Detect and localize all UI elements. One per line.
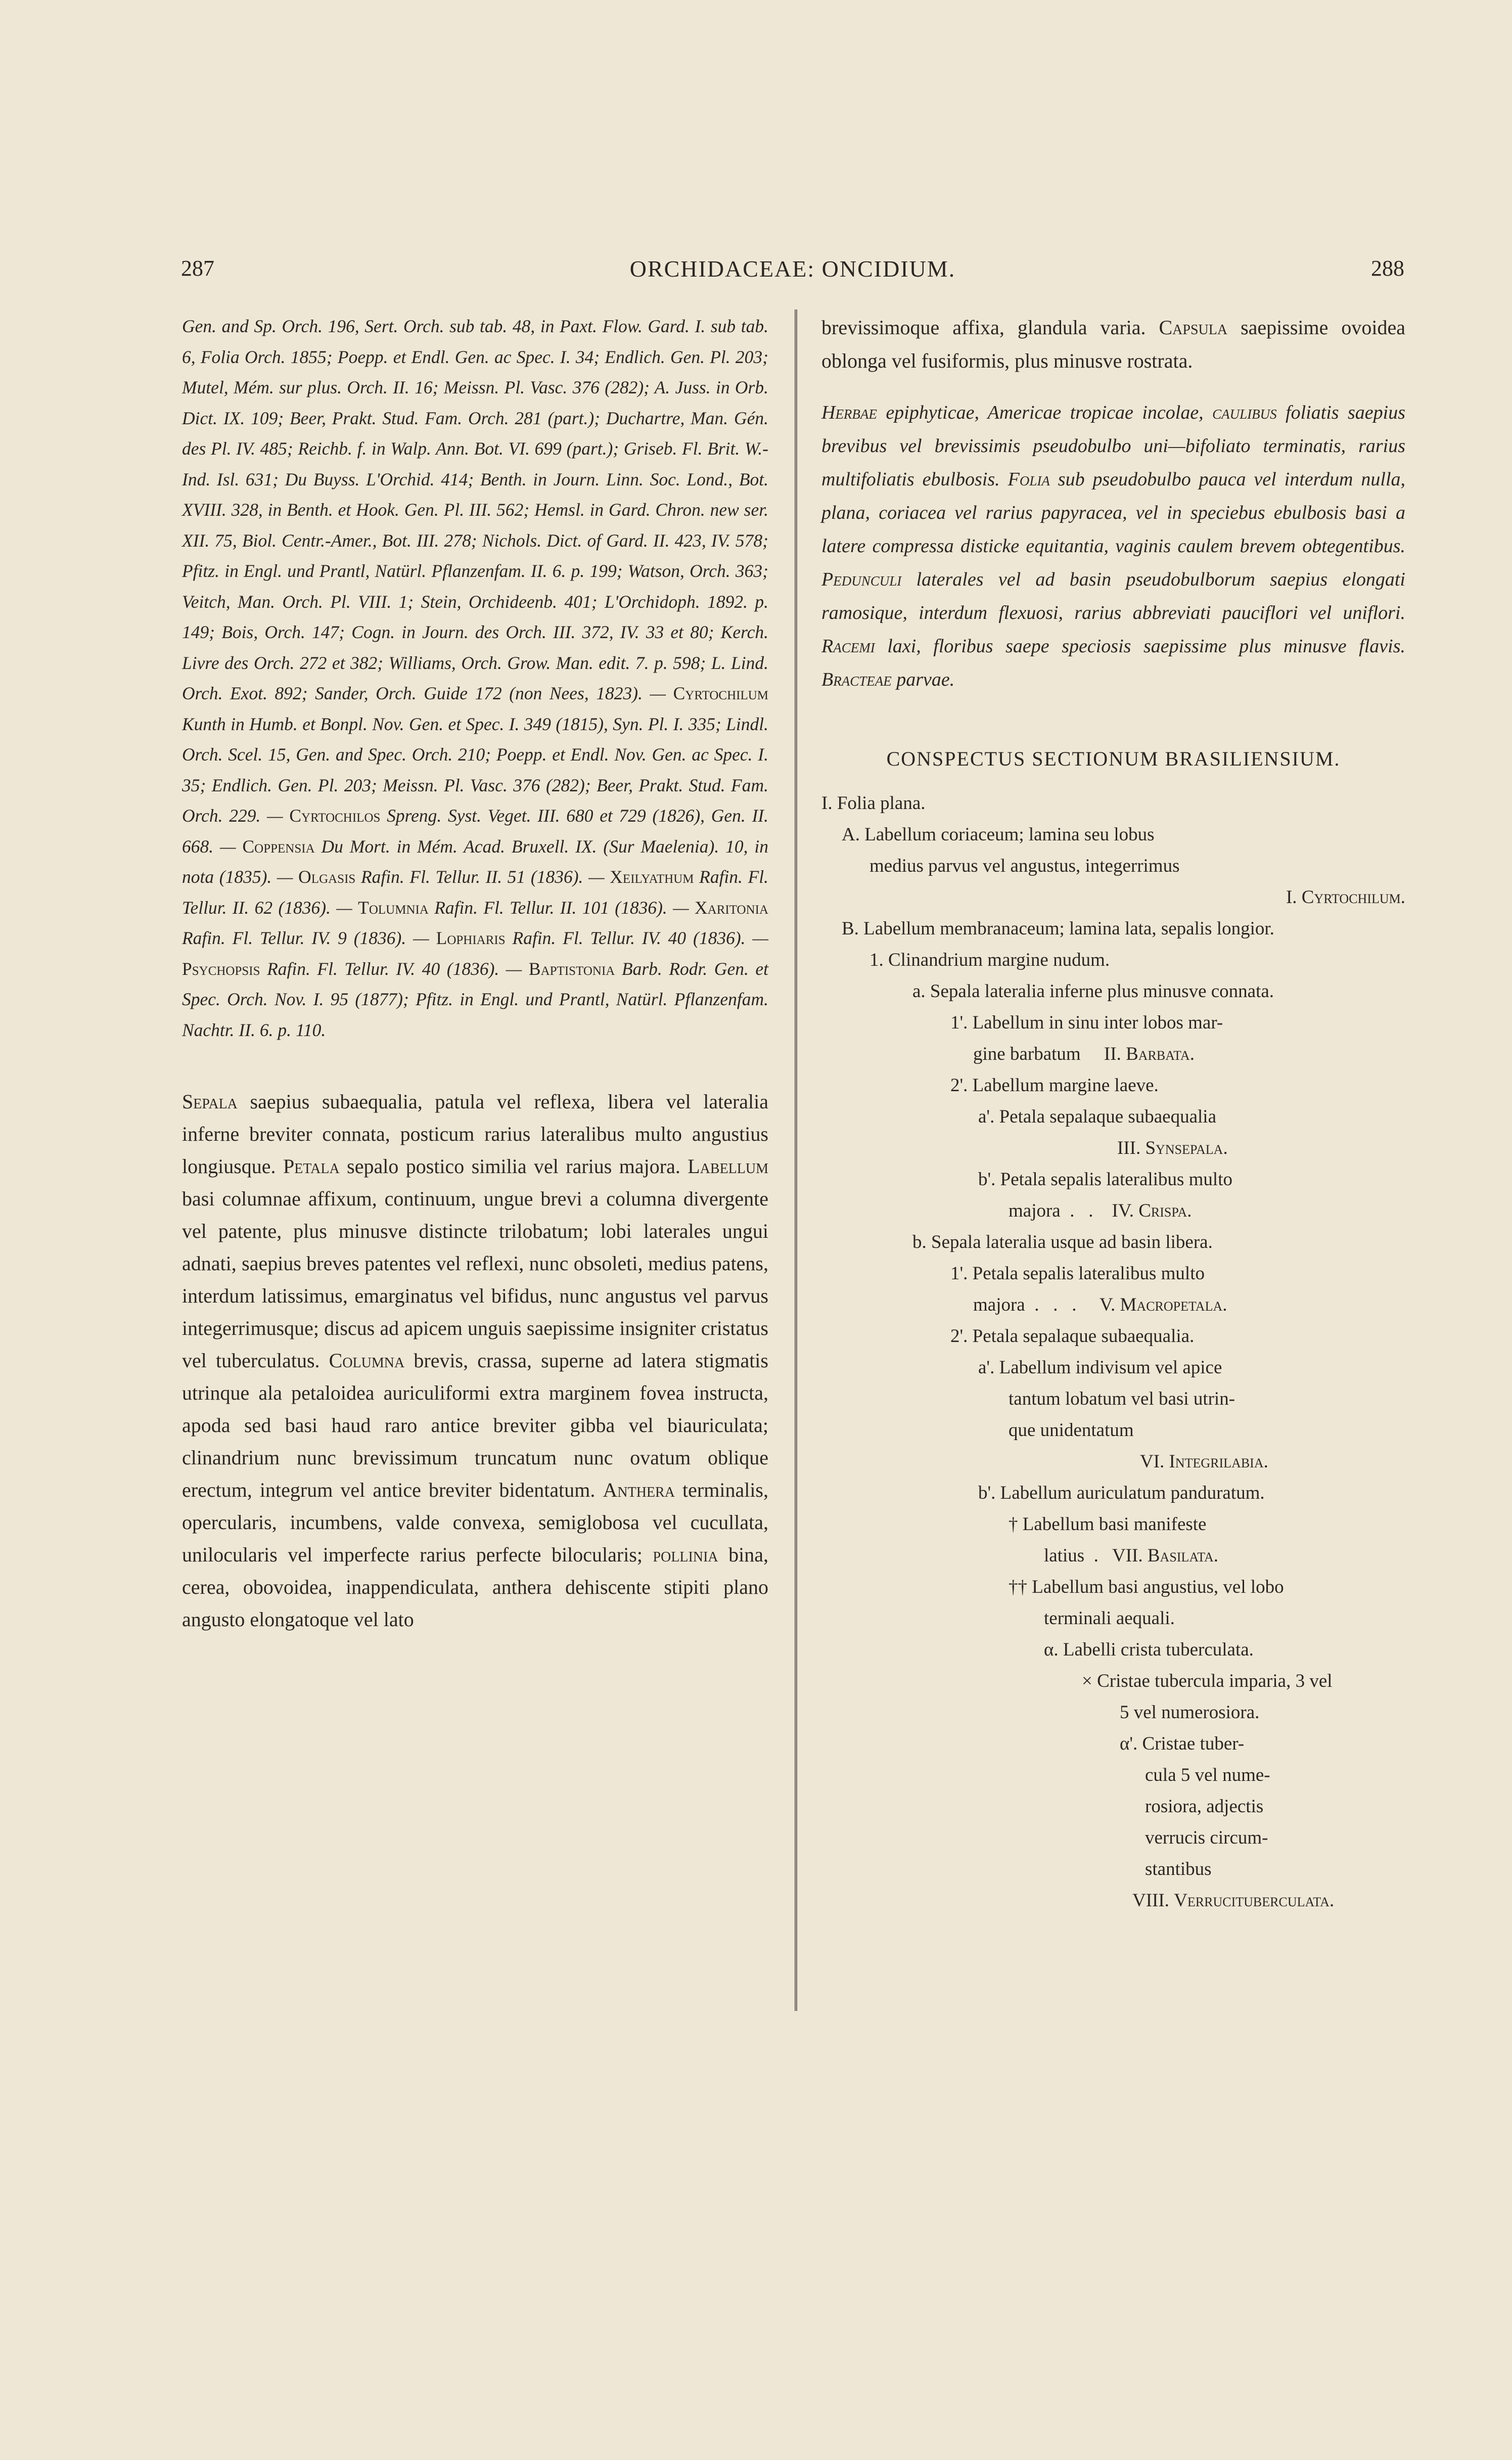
habit-text: laterales vel ad basin pseudobulborum saepius elongati ramosique, interdum flexuosi, rarius abbreviati pauciflori vel uniflori. xyxy=(821,569,1405,623)
key-line xyxy=(821,1634,1405,1666)
key-line xyxy=(821,1446,1405,1478)
key-line xyxy=(821,788,1405,819)
section-name: Basilata. xyxy=(1147,1545,1219,1566)
description-text: sepalo postico similia vel rarius majora. xyxy=(339,1155,688,1178)
description-text: saepius subaequalia, patula vel reflexa, libera vel lateralia inferne breviter connata, posticum rarius lateralibus multo angustius longiusque. xyxy=(182,1090,768,1178)
key-line-text: 5 vel numerosiora. xyxy=(1120,1702,1260,1723)
key-line-text: α'. Cristae tuber- xyxy=(1120,1733,1245,1754)
habit-term: Herbae xyxy=(821,402,877,423)
description-continuation xyxy=(821,311,1405,378)
key-line xyxy=(821,1603,1405,1634)
key-line-text: 1. Clinandrium margine nudum. xyxy=(869,950,1110,970)
key-line xyxy=(821,1509,1405,1540)
reference-term: Cyrtochilum xyxy=(673,683,768,703)
key-line xyxy=(821,945,1405,976)
key-line-text: †† Labellum basi angustius, vel lobo xyxy=(1009,1577,1284,1597)
sections-key xyxy=(821,788,1405,1916)
habit-text: foliatis saepius brevibus vel brevissimis pseudobulbo uni—bifoliato terminatis, rarius multifoliatis ebulbosis. xyxy=(821,402,1406,490)
running-title: ORCHIDACEAE: ONCIDIUM. xyxy=(629,256,956,282)
reference-text: Rafin. Fl. Tellur. II. 101 (1836). — xyxy=(428,897,695,918)
key-line-text: que unidentatum xyxy=(1009,1420,1134,1441)
key-line xyxy=(821,1728,1405,1760)
key-line xyxy=(821,1133,1405,1164)
key-line xyxy=(821,1760,1405,1791)
key-line-text: B. Labellum membranaceum; lamina lata, sepalis longior. xyxy=(842,918,1274,939)
key-line xyxy=(821,1854,1405,1885)
habit-term: Folia xyxy=(1007,469,1050,490)
continuation-text: brevissimoque affixa, glandula varia. xyxy=(821,316,1159,339)
key-line-text: 2'. Petala sepalaque subaequalia. xyxy=(950,1326,1195,1347)
key-line-text xyxy=(973,1039,1195,1070)
key-line xyxy=(821,1101,1405,1133)
reference-text: Rafin. Fl. Tellur. IV. 9 (1836). — xyxy=(182,928,436,948)
reference-text: Barb. Rodr. Gen. et Spec. Orch. Nov. I. 95 (1877); Pfitz. in Engl. und Prantl, Natürl. Pflanzenfam. Nachtr. II. 6. p. 110. xyxy=(182,958,768,1040)
key-line-text xyxy=(1009,1195,1192,1227)
key-line xyxy=(821,851,1405,882)
key-line xyxy=(821,1258,1405,1289)
section-name: Crispa. xyxy=(1138,1200,1192,1221)
reference-term: Coppensia xyxy=(242,836,315,857)
description-term: pollinia xyxy=(653,1543,718,1566)
key-line-text: stantibus xyxy=(1145,1859,1212,1880)
key-line-text: 1'. Labellum in sinu inter lobos mar- xyxy=(950,1012,1223,1033)
description-term: Labellum xyxy=(688,1155,769,1178)
key-line-prefix: III. xyxy=(1117,1138,1146,1158)
key-line-prefix: majora . . . V. xyxy=(973,1294,1120,1315)
reference-term: Cyrtochilos xyxy=(289,806,381,826)
habit-term: Racemi xyxy=(821,636,875,657)
key-line-text xyxy=(1044,1540,1218,1572)
key-line xyxy=(821,1164,1405,1195)
habit-text: parvae. xyxy=(891,669,955,690)
section-name: Verrucituberculata. xyxy=(1174,1890,1335,1911)
key-line xyxy=(821,1791,1405,1822)
reference-term: Lophiaris xyxy=(436,928,506,948)
right-page-number: 288 xyxy=(1371,256,1404,281)
key-line xyxy=(821,1822,1405,1854)
reference-text: Rafin. Fl. Tellur. IV. 40 (1836). — xyxy=(505,928,769,948)
section-name: Cyrtochilum. xyxy=(1301,887,1405,908)
habit-term: Bracteae xyxy=(821,669,892,690)
key-line-text xyxy=(1132,1885,1334,1916)
reference-term: Psychopsis xyxy=(182,958,260,979)
continuation-text: saepissime ovoidea oblonga vel fusiformis, plus minusve rostrata. xyxy=(821,316,1406,372)
key-line xyxy=(821,1572,1405,1603)
habit-term: Pedunculi xyxy=(821,569,902,590)
description-term: Petala xyxy=(283,1155,340,1178)
key-line-text: 1'. Petala sepalis lateralibus multo xyxy=(950,1263,1205,1284)
key-line xyxy=(821,1478,1405,1509)
key-line-text: b. Sepala lateralia usque ad basin libera. xyxy=(912,1232,1213,1253)
key-line xyxy=(821,1415,1405,1446)
key-line xyxy=(821,976,1405,1007)
key-line-prefix: VI. xyxy=(1140,1451,1169,1472)
key-line-text: b'. Petala sepalis lateralibus multo xyxy=(978,1169,1232,1190)
key-line-prefix: majora . . IV. xyxy=(1009,1200,1139,1221)
key-line xyxy=(821,1352,1405,1383)
section-name: Integrilabia. xyxy=(1169,1451,1268,1472)
key-line xyxy=(821,1289,1405,1321)
key-line-text: a'. Labellum indivisum vel apice xyxy=(978,1357,1222,1378)
reference-text: Gen. and Sp. Orch. 196, Sert. Orch. sub tab. 48, in Paxt. Flow. Gard. I. sub tab. 6, Folia Orch. 1855; Poepp. et Endl. Gen. ac Spec. I. 34; Endlich. Gen. Pl. 203; Mutel, Mém. sur plus. Orch. II. 16; Meissn. Pl. Vasc. 376 (282); A. Juss. in Orb. Dict. IX. 109; Beer, Prakt. Stud. Fam. Orch. 281 (part.); Duchartre, Man. Gén. des Pl. IV. 485; Reichb. f. in Walp. Ann. Bot. VI. 699 (part.); Griseb. Fl. Brit. W.-Ind. Isl. 631; Du Buyss. L'Orchid. 414; Benth. in Journ. Linn. Soc. Lond., Bot. XVIII. 328, in Benth. et Hook. Gen. Pl. III. 562; Hemsl. in Gard. Chron. new ser. XII. 75, Biol. Centr.-Amer., Bot. III. 278; Nichols. Dict. of Gard. II. 423, IV. 578; Pfitz. in Engl. und Prantl, Natürl. Pflanzenfam. II. 6. p. 199; Watson, Orch. 363; Veitch, Man. Orch. Pl. VIII. 1; Stein, Orchideenb. 401; L'Orchidoph. 1892. p. 149; Bois, Orch. 147; Cogn. in Journ. des Orch. III. 372, IV. 33 et 80; Kerch. Livre des Orch. 272 et 382; Williams, Orch. Grow. Man. edit. 7. p. 598; L. Lind. Orch. Exot. 892; Sander, Orch. Guide 172 (non Nees, 1823). — xyxy=(182,316,768,703)
key-line xyxy=(821,1070,1405,1101)
section-name: Barbata. xyxy=(1126,1044,1195,1064)
key-line-text: 2'. Labellum margine laeve. xyxy=(950,1075,1159,1096)
habit-text: laxi, floribus saepe speciosis saepissime plus minusve flavis. xyxy=(875,636,1405,657)
description-text: brevis, crassa, superne ad latera stigmatis utrinque ala petaloidea auriculiformi extra marginem fovea instructa, apoda sed basi haud raro antice breviter gibba vel biauriculata; clinandrium nunc brevissimum truncatum nunc ovatum oblique erectum, integrum vel antice breviter bidentatum. xyxy=(182,1349,768,1501)
reference-text: Rafin. Fl. Tellur. II. 51 (1836). — xyxy=(355,867,610,887)
key-line-text: α. Labelli crista tuberculata. xyxy=(1044,1639,1254,1660)
key-line xyxy=(821,819,1405,851)
key-line-text: cula 5 vel nume- xyxy=(1145,1765,1270,1785)
key-line-text: A. Labellum coriaceum; lamina seu lobus xyxy=(842,824,1155,845)
key-line-text xyxy=(973,1289,1227,1321)
key-line-prefix: latius . VII. xyxy=(1044,1545,1148,1566)
synonymy-references xyxy=(182,311,768,1045)
key-line xyxy=(821,1885,1405,1916)
continuation-term: Capsula xyxy=(1159,316,1228,339)
key-line-text: verrucis circum- xyxy=(1145,1827,1268,1848)
key-line-text: terminali aequali. xyxy=(1044,1608,1175,1629)
left-column xyxy=(182,311,768,1636)
key-line-text: medius parvus vel angustus, integerrimus xyxy=(869,856,1180,876)
habit-term: caulibus xyxy=(1212,402,1277,423)
key-line xyxy=(821,1039,1405,1070)
key-line xyxy=(821,1697,1405,1728)
key-line xyxy=(821,882,1405,913)
conspectus-heading: CONSPECTUS SECTIONUM BRASILIENSIUM. xyxy=(886,747,1341,770)
key-line xyxy=(821,1195,1405,1227)
section-name: Synsepala. xyxy=(1145,1138,1228,1158)
key-line xyxy=(821,1666,1405,1697)
description-term: Anthera xyxy=(603,1479,675,1501)
key-line-text: × Cristae tubercula imparia, 3 vel xyxy=(1082,1671,1333,1691)
key-line-text: a'. Petala sepalaque subaequalia xyxy=(978,1106,1217,1127)
key-line-text: rosiora, adjectis xyxy=(1145,1796,1264,1817)
reference-term: Olgasis xyxy=(298,867,356,887)
key-line xyxy=(821,1227,1405,1258)
reference-text: Kunth in Humb. et Bonpl. Nov. Gen. et Spec. I. 349 (1815), Syn. Pl. I. 335; Lindl. Orch. Scel. 15, Gen. and Spec. Orch. 210; Poepp. et Endl. Nov. Gen. ac Spec. I. 35; Endlich. Gen. Pl. 203; Meissn. Pl. Vasc. 376 (282); Beer, Prakt. Stud. Fam. Orch. 229. — xyxy=(182,713,768,826)
description-text: terminalis, opercularis, incumbens, valde convexa, semiglobosa vel cucullata, unilocularis vel imperfecte rarius perfecte bilocularis; xyxy=(182,1479,768,1566)
key-line-text: b'. Labellum auriculatum panduratum. xyxy=(978,1483,1265,1503)
left-page-number: 287 xyxy=(181,256,214,281)
column-divider xyxy=(795,309,797,2011)
key-line-text: a. Sepala lateralia inferne plus minusve connata. xyxy=(912,981,1274,1002)
habit-text: sub pseudobulbo pauca vel interdum nulla, plana, coriacea vel rarius papyracea, vel in speciebus ebulbosis basi a latere compressa disticke equitantia, vaginis caulem brevem obtegentibus. xyxy=(821,469,1406,557)
key-line-prefix: gine barbatum II. xyxy=(973,1044,1126,1064)
key-line-text xyxy=(1286,882,1405,913)
reference-text: Spreng. Syst. Veget. III. 680 et 729 (1826), Gen. II. 668. — xyxy=(182,806,768,857)
key-line xyxy=(821,1383,1405,1415)
habit-description xyxy=(821,396,1405,696)
key-line-text xyxy=(1117,1133,1228,1164)
key-line-text: † Labellum basi manifeste xyxy=(1009,1514,1207,1535)
key-line-text: tantum lobatum vel basi utrin- xyxy=(1009,1389,1235,1409)
reference-text: Rafin. Fl. Tellur. II. 62 (1836). — xyxy=(182,867,768,918)
description-term: Columna xyxy=(329,1349,405,1372)
habit-text: epiphyticae, Americae tropicae incolae, xyxy=(877,402,1213,423)
reference-term: Xeilyathum xyxy=(610,867,694,887)
reference-term: Xaritonia xyxy=(695,897,768,918)
description-text: basi columnae affixum, continuum, ungue brevi a columna divergente vel patente, plus minusve distincte trilobatum; lobi laterales ungui adnati, saepius breves patentes vel reflexi, nunc obsoleti, medius patens, interdum latissimus, emarginatus vel bifidus, nunc angustus vel parvus integerrimusque; discus ad apicem unguis saepissime insigniter cristatus vel tuberculatus. xyxy=(182,1187,768,1372)
key-line-prefix: I. xyxy=(1286,887,1302,908)
key-line-text: I. Folia plana. xyxy=(821,793,926,814)
key-line xyxy=(821,1321,1405,1352)
key-line xyxy=(821,1007,1405,1039)
reference-text: Du Mort. in Mém. Acad. Bruxell. IX. (Sur Maelenia). 10, in nota (1835). — xyxy=(182,836,768,887)
section-name: Macropetala. xyxy=(1120,1294,1227,1315)
key-line-prefix: VIII. xyxy=(1132,1890,1174,1911)
reference-text: Rafin. Fl. Tellur. IV. 40 (1836). — xyxy=(260,958,529,979)
running-header xyxy=(181,255,1404,291)
reference-term: Baptistonia xyxy=(528,958,615,979)
description-text: bina, cerea, obovoidea, inappendiculata, anthera dehiscente stipiti plano angusto elongatoque vel lato xyxy=(182,1543,768,1631)
right-column xyxy=(821,311,1405,1916)
reference-term: Tolumnia xyxy=(358,897,429,918)
key-line xyxy=(821,1540,1405,1572)
key-line-text xyxy=(1140,1446,1268,1478)
description-term: Sepala xyxy=(182,1090,238,1113)
genus-description xyxy=(182,1086,768,1636)
key-line xyxy=(821,913,1405,945)
